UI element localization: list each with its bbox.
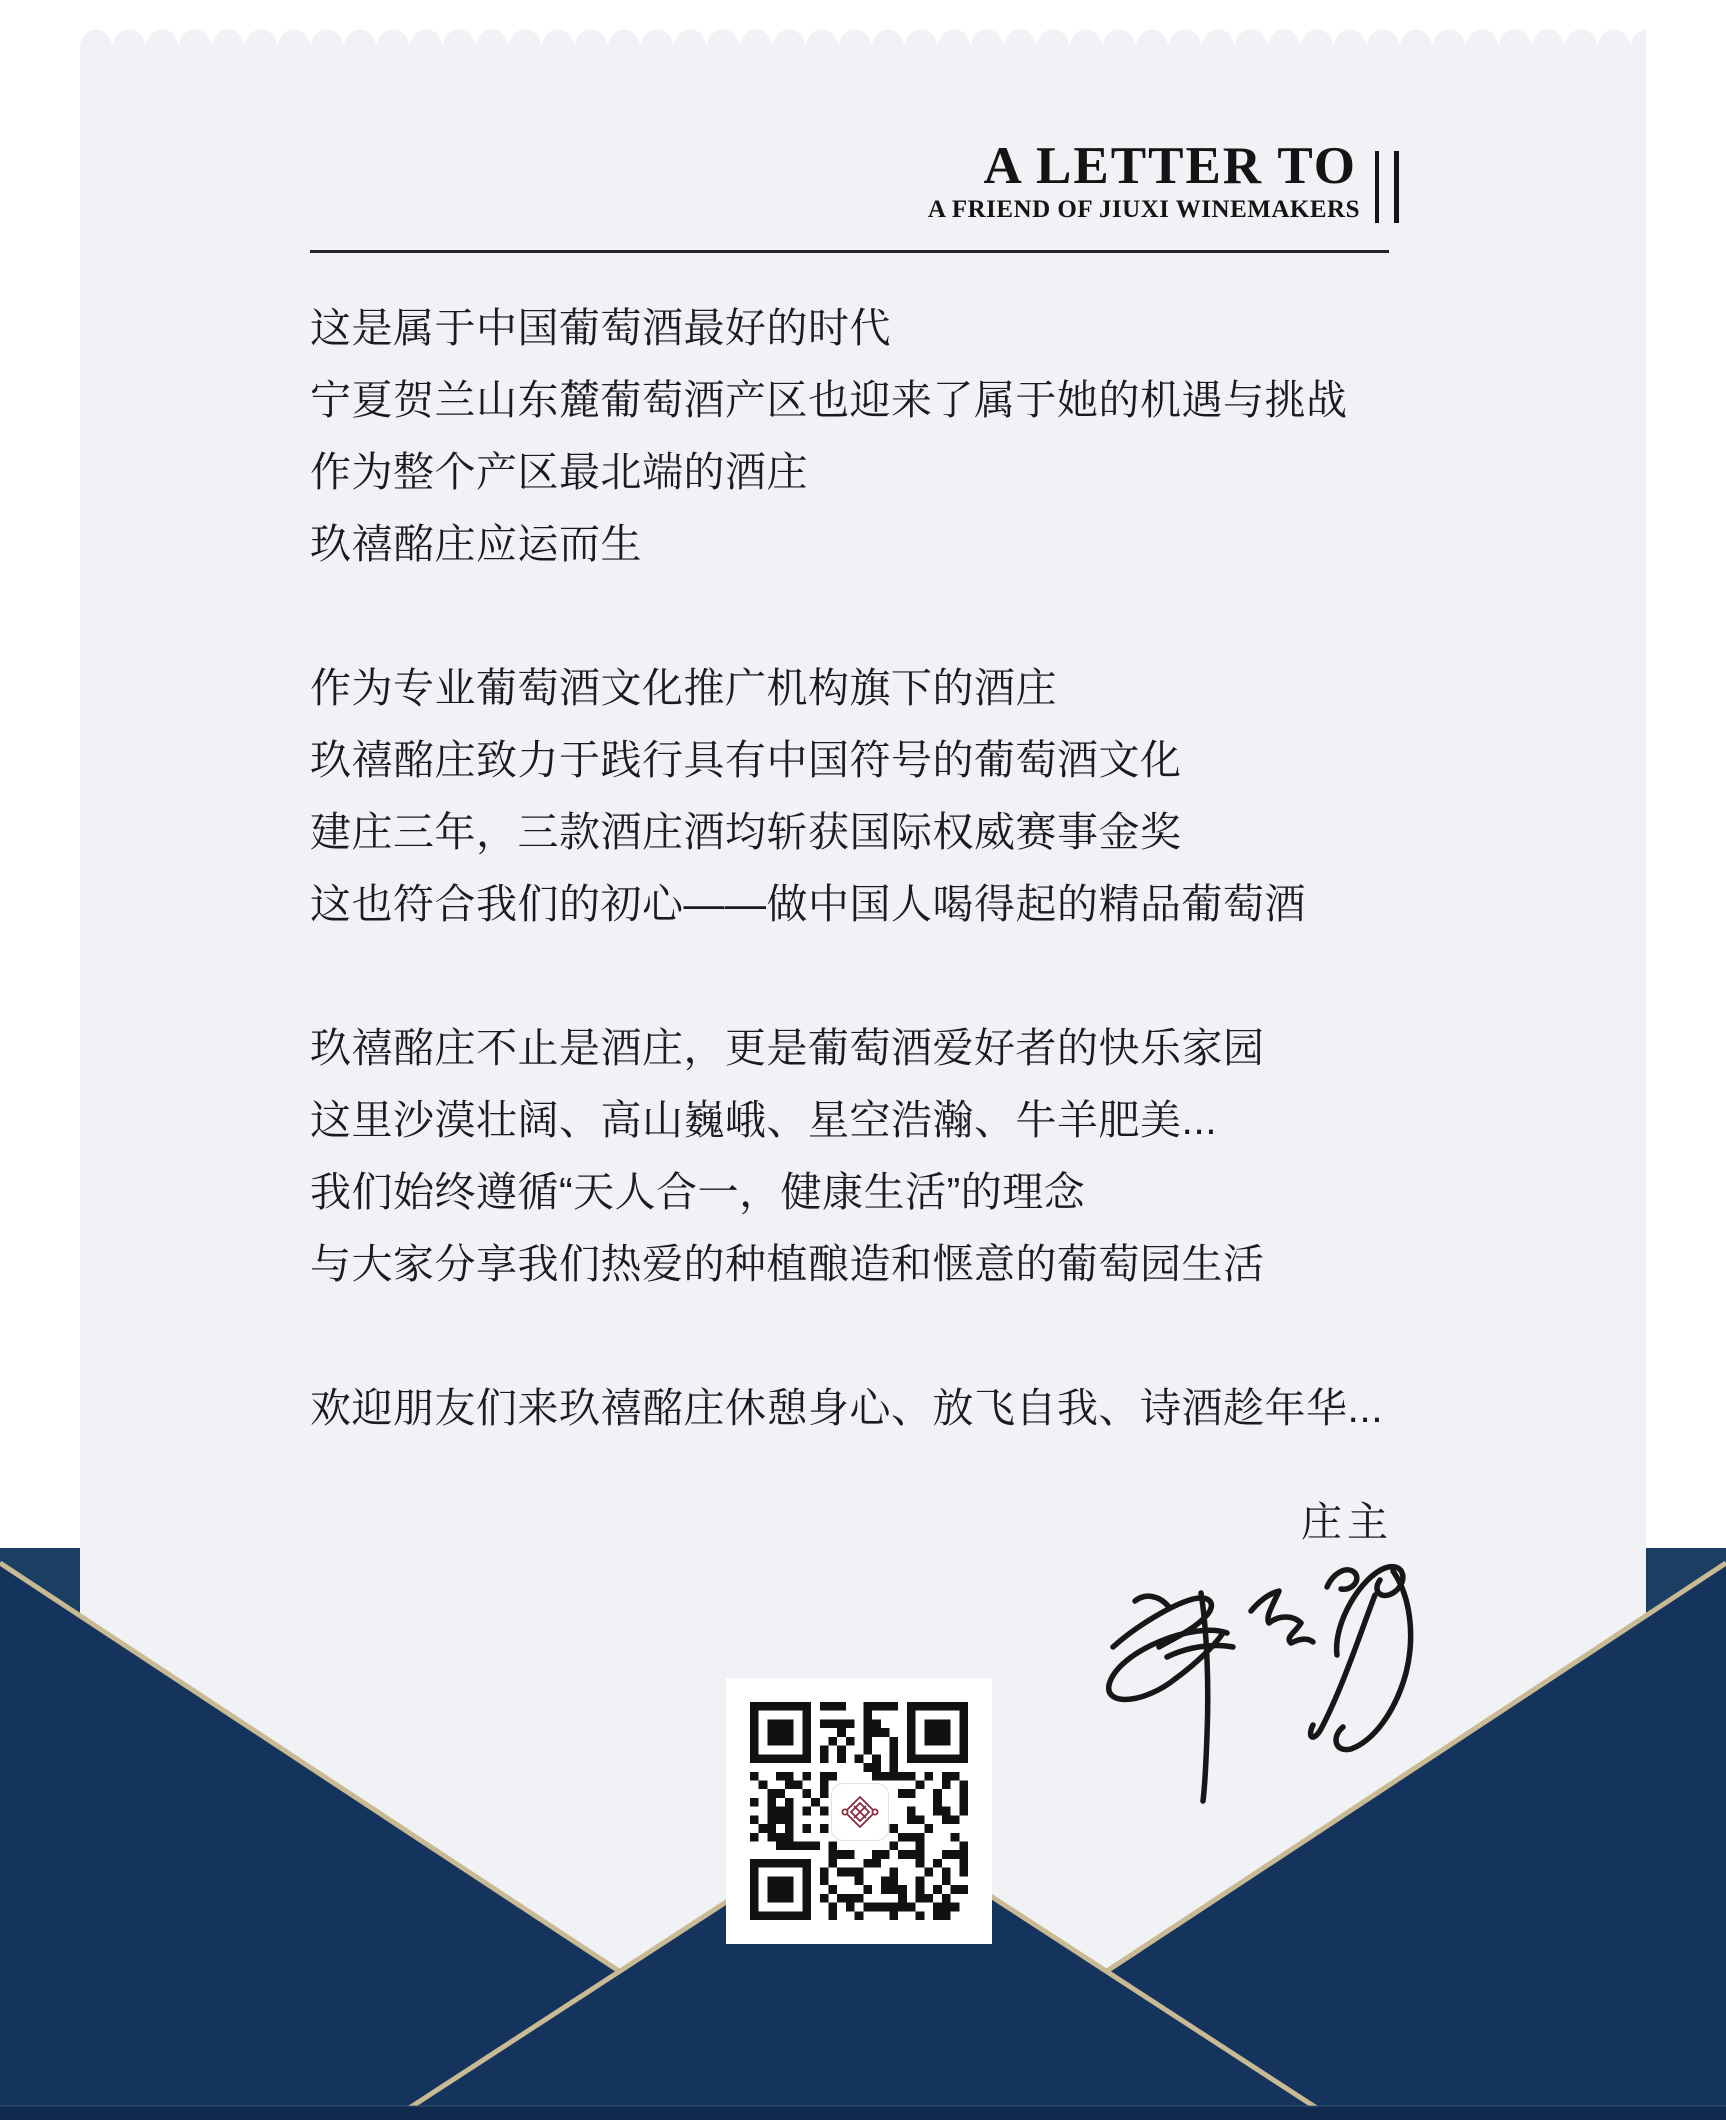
paragraph — [310, 1372, 1450, 1444]
letter-line: 玖禧酩庄致力于践行具有中国符号的葡萄酒文化 — [310, 737, 1182, 783]
letter-line: 这里沙漠壮阔、高山巍峨、星空浩瀚、牛羊肥美... — [310, 1097, 1218, 1143]
qr-center-logo — [831, 1783, 889, 1841]
letter-line: 玖禧酩庄不止是酒庄，更是葡萄酒爱好者的快乐家园 — [310, 1025, 1265, 1071]
paragraph — [310, 292, 1450, 580]
letter-line: 宁夏贺兰山东麓葡萄酒产区也迎来了属于她的机遇与挑战 — [310, 377, 1348, 423]
header-rule — [310, 250, 1389, 253]
letter-line: 玖禧酩庄应运而生 — [310, 521, 642, 567]
letter-title: A LETTER TO — [983, 137, 1357, 195]
qr-card — [726, 1678, 992, 1944]
paragraph — [310, 1012, 1450, 1300]
letter-body — [310, 292, 1450, 1444]
diamond-lattice-icon — [840, 1792, 880, 1832]
owner-signature — [1075, 1535, 1455, 1835]
letter-line: 作为整个产区最北端的酒庄 — [310, 449, 808, 495]
letter-subtitle: A FRIEND OF JIUXI WINEMAKERS — [927, 196, 1360, 223]
letter-line: 建庄三年，三款酒庄酒均斩获国际权威赛事金奖 — [310, 809, 1182, 855]
envelope-bottom-edge — [0, 2106, 1726, 2120]
signoff-role: 庄主 — [1301, 1499, 1393, 1545]
letter-line: 与大家分享我们热爱的种植酿造和惬意的葡萄园生活 — [310, 1241, 1265, 1287]
paper-scalloped-edge — [80, 27, 1646, 45]
letter-line: 作为专业葡萄酒文化推广机构旗下的酒庄 — [310, 665, 1057, 711]
double-bar-icon — [1375, 151, 1399, 223]
letter-line: 这也符合我们的初心——做中国人喝得起的精品葡萄酒 — [310, 881, 1306, 927]
paragraph — [310, 652, 1450, 940]
letter-line: 我们始终遵循“天人合一，健康生活”的理念 — [310, 1169, 1086, 1215]
letter-line: 欢迎朋友们来玖禧酩庄休憩身心、放飞自我、诗酒趁年华... — [310, 1385, 1384, 1431]
letter-line: 这是属于中国葡萄酒最好的时代 — [310, 305, 891, 351]
